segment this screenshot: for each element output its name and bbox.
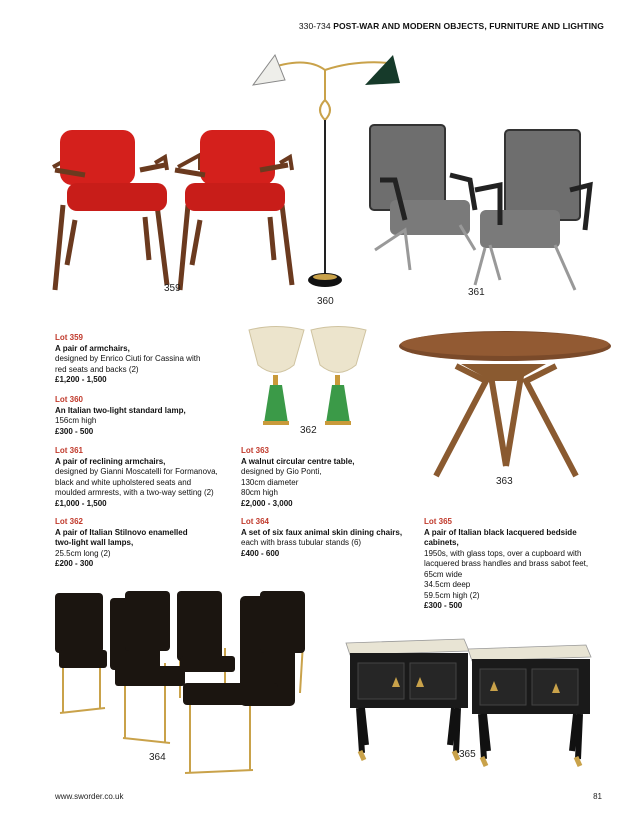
lot-361-description — [55, 446, 240, 509]
lot-detail: 156cm high — [55, 416, 97, 425]
lot-number: Lot 362 — [55, 517, 84, 526]
lot-detail: 59.5cm high (2) — [424, 590, 480, 600]
sale-code: 330-734 — [298, 21, 331, 31]
lot-detail: designed by Enrico Ciuti for Cassina with — [55, 354, 201, 363]
lot-360-image-label: 360 — [317, 296, 334, 307]
cabinet-right — [468, 645, 591, 766]
lot-detail: 80cm high — [241, 488, 278, 497]
recliner-left — [370, 125, 475, 270]
lot-364-description — [241, 517, 416, 559]
lot-detail: red seats and backs (2) — [55, 364, 139, 374]
armchair-left — [53, 130, 167, 290]
lot-364-image-label: 364 — [149, 752, 166, 763]
lot-363-description — [241, 446, 421, 509]
lot-number: Lot 359 — [55, 333, 84, 342]
cabinet-left — [346, 639, 469, 760]
recliner-right — [475, 130, 590, 290]
page-number: 81 — [593, 792, 602, 801]
wall-lamp-right — [311, 327, 366, 426]
lot-number: Lot 363 — [241, 446, 270, 455]
lot-estimate: £1,000 - 1,500 — [55, 498, 107, 508]
lot-title: cabinets, — [424, 538, 459, 547]
lot-360-description — [55, 395, 235, 437]
lot-363-image-label: 363 — [496, 476, 513, 487]
lot-detail: black and white upholstered seats and — [55, 477, 192, 487]
lot-title: A pair of Italian Stilnovo enamelled — [55, 527, 188, 537]
lot-detail: moulded armrests, with a two-way setting (2) — [55, 488, 214, 497]
lot-number: Lot 360 — [55, 395, 84, 404]
lot-title: A set of six faux animal skin dining chairs, — [241, 527, 403, 537]
lot-estimate: £1,200 - 1,500 — [55, 375, 107, 384]
lot-detail: 1950s, with glass tops, over a cupboard with — [424, 548, 582, 558]
lot-361-image — [365, 120, 595, 295]
lot-detail: each with brass tubular stands (6) — [241, 538, 362, 547]
sale-title: POST-WAR AND MODERN OBJECTS, FURNITURE AND LIGHTING — [333, 21, 604, 31]
lot-detail: 65cm wide — [424, 569, 463, 579]
lot-number: Lot 365 — [424, 517, 453, 526]
lot-estimate: £200 - 300 — [55, 559, 94, 568]
page-header — [299, 21, 604, 31]
lot-359-description — [55, 333, 235, 386]
lot-estimate: £300 - 500 — [55, 426, 94, 436]
lot-title: A pair of armchairs, — [55, 343, 130, 353]
lot-365-image-label: 365 — [459, 749, 476, 760]
lot-361-image-label: 361 — [468, 287, 485, 298]
lot-title: A pair of Italian black lacquered bedside — [424, 527, 577, 537]
lot-detail: designed by Gianni Moscatelli for Formanova, — [55, 467, 218, 476]
lot-detail: lacquered brass handles and brass sabot feet, — [424, 559, 589, 568]
wall-lamp-left — [249, 327, 304, 426]
lot-estimate: £2,000 - 3,000 — [241, 498, 293, 508]
lot-detail: designed by Gio Ponti, — [241, 467, 322, 476]
lot-number: Lot 361 — [55, 446, 84, 455]
lot-estimate: £400 - 600 — [241, 548, 280, 558]
footer-url[interactable]: www.sworder.co.uk — [55, 792, 124, 801]
lot-359-image-label: 359 — [164, 283, 181, 294]
lot-363-image — [396, 326, 614, 486]
lot-detail: 34.5cm deep — [424, 580, 471, 589]
lot-number: Lot 364 — [241, 517, 270, 526]
lot-title: two-light wall lamps, — [55, 538, 134, 547]
lot-detail: 25.5cm long (2) — [55, 548, 111, 558]
lot-364-image — [55, 588, 310, 780]
lot-detail: 130cm diameter — [241, 477, 299, 487]
lot-title: A walnut circular centre table, — [241, 456, 355, 466]
lot-365-description — [424, 517, 609, 612]
lot-362-description — [55, 517, 235, 570]
lot-title: An Italian two-light standard lamp, — [55, 405, 186, 415]
lot-362-image-label: 362 — [300, 425, 317, 436]
lot-title: A pair of reclining armchairs, — [55, 456, 166, 466]
lot-362-image — [246, 325, 370, 430]
lot-estimate: £300 - 500 — [424, 601, 463, 610]
